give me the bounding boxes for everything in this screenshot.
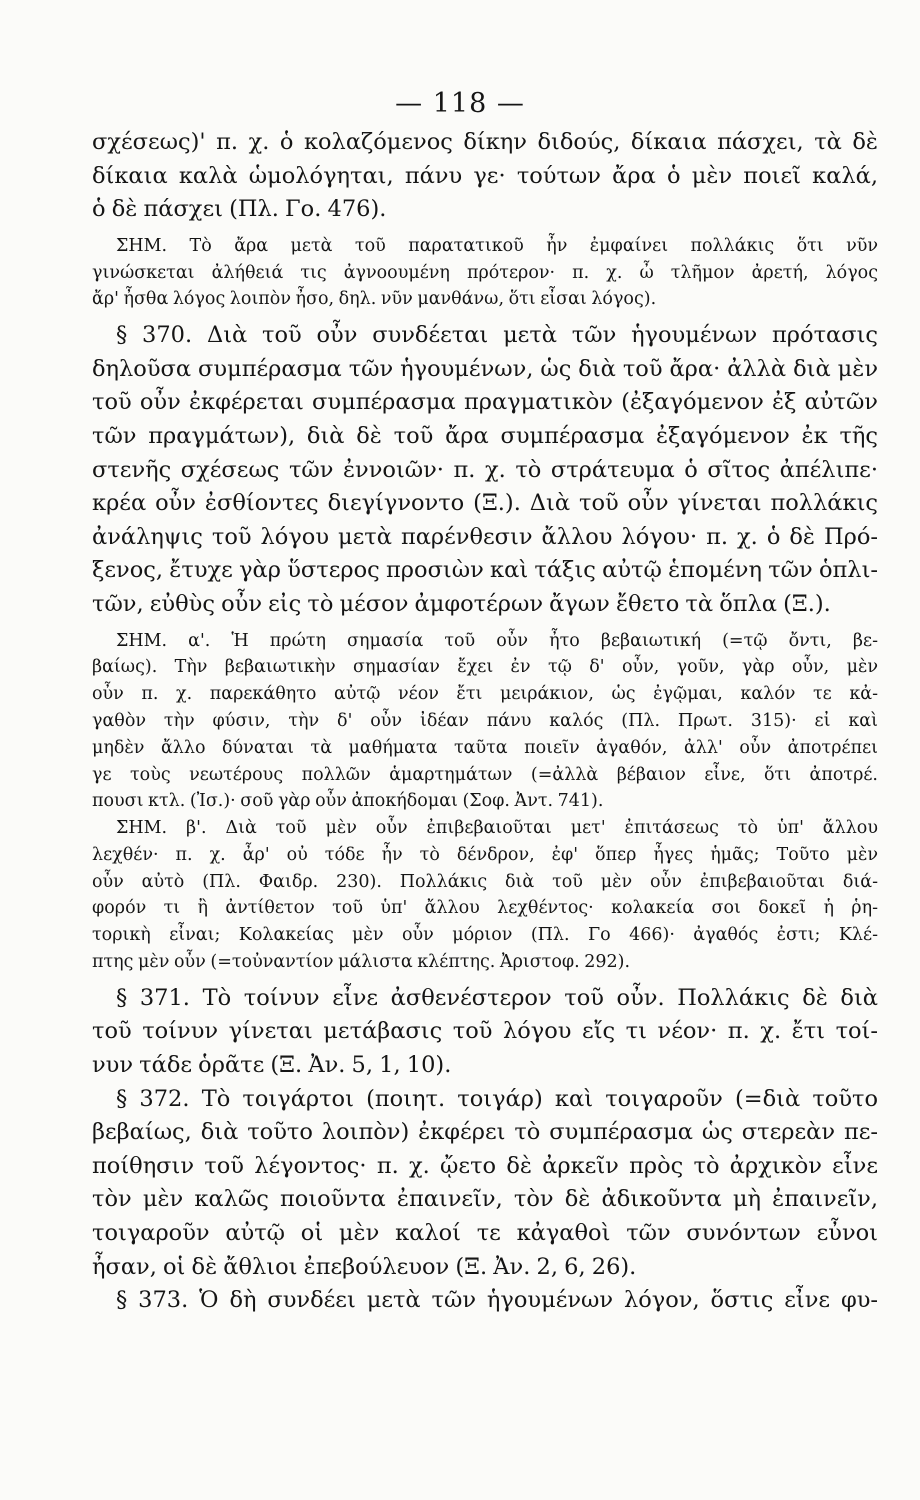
note-line: βαίως). Τὴν βεβαιωτικὴν σημασίαν ἔχει ἐν τῷ δ' οὖν, γοῦν, γὰρ οὖν, μὲν	[92, 657, 878, 678]
text-line: ἀνάληψις τοῦ λόγου μετὰ παρένθεσιν ἄλλου λόγου· π. χ. ὁ δὲ Πρό-	[92, 523, 878, 550]
text-line: ἦσαν, οἱ δὲ ἄθλιοι ἐπεβούλευον (Ξ. Ἀν. 2, 6, 26).	[92, 1253, 637, 1280]
text-line: δίκαια καλὰ ὡμολόγηται, πάνυ γε· τούτων ἄρα ὁ μὲν ποιεῖ καλά,	[92, 162, 878, 189]
text-line: τοῦ οὖν ἐκφέρεται συμπέρασμα πραγματικὸν (ἐξαγόμενον ἐξ αὐτῶν	[92, 389, 878, 416]
note-line: τορικὴ εἶναι; Κολακείας μὲν οὖν μόριον (Πλ. Γο 466)· ἀγαθός ἐστι; Κλέ-	[92, 925, 878, 946]
text-line: ξενος, ἔτυχε γὰρ ὕστερος προσιὼν καὶ τάξις αὐτῷ ἑπομένη τῶν ὁπλι-	[92, 557, 878, 584]
note-line: ΣΗΜ. α'. Ἡ πρώτη σημασία τοῦ οὖν ἦτο βεβαιωτική (=τῷ ὄντι, βε-	[116, 630, 878, 651]
text-line: νυν τάδε ὁρᾶτε (Ξ. Ἀν. 5, 1, 10).	[92, 1052, 452, 1079]
text-line: τῶν, εὐθὺς οὖν εἰς τὸ μέσον ἀμφοτέρων ἄγων ἔθετο τὰ ὅπλα (Ξ.).	[92, 590, 831, 617]
note-line: λεχθέν· π. χ. ἆρ' οὐ τόδε ἦν τὸ δένδρον, ἐφ' ὅπερ ἦγες ἡμᾶς; Τοῦτο μὲν	[92, 844, 878, 865]
text-line: σχέσεως)' π. χ. ὁ κολαζόμενος δίκην διδούς, δίκαια πάσχει, τὰ δὲ	[92, 129, 878, 155]
text-line: βεβαίως, διὰ τοῦτο λοιπὸν) ἐκφέρει τὸ συμπέρασμα ὡς στερεὰν πε-	[92, 1119, 878, 1146]
note-line: γαθὸν τὴν φύσιν, τὴν δ' οὖν ἰδέαν πάνυ καλός (Πλ. Πρωτ. 315)· εἰ καὶ	[92, 710, 878, 731]
text-line: στενῆς σχέσεως τῶν ἐννοιῶν· π. χ. τὸ στράτευμα ὁ σῖτος ἀπέλιπε·	[92, 456, 878, 483]
note-line: ΣΗΜ. Τὸ ἄρα μετὰ τοῦ παρατατικοῦ ἦν ἐμφαίνει πολλάκις ὅτι νῦν	[116, 235, 878, 256]
note-line: ΣΗΜ. β'. Διὰ τοῦ μὲν οὖν ἐπιβεβαιοῦται μετ' ἐπιτάσεως τὸ ὑπ' ἄλλου	[116, 818, 878, 839]
note-line: γε τοὺς νεωτέρους πολλῶν ἁμαρτημάτων (=ἀλλὰ βέβαιον εἶνε, ὅτι ἀποτρέ.	[92, 764, 878, 785]
section-373-line: § 373. Ὁ δὴ συνδέει μετὰ τῶν ἡγουμένων λόγον, ὅστις εἶνε φυ-	[116, 1287, 878, 1314]
text-line: τὸν μὲν καλῶς ποιοῦντα ἐπαινεῖν, τὸν δὲ ἀδικοῦντα μὴ ἐπαινεῖν,	[92, 1186, 878, 1213]
page-body	[92, 126, 878, 1318]
page-number: — 118 —	[395, 88, 525, 119]
section-372-line: § 372. Τὸ τοιγάρτοι (ποιητ. τοιγάρ) καὶ τοιγαροῦν (=διὰ τοῦτο	[116, 1085, 878, 1112]
text-line: τοιγαροῦν αὐτῷ οἱ μὲν καλοί τε κἀγαθοὶ τῶν συνόντων εὖνοι	[92, 1220, 878, 1247]
note-line: οὖν αὐτὸ (Πλ. Φαιδρ. 230). Πολλάκις διὰ τοῦ μὲν οὖν ἐπιβεβαιοῦται διά-	[92, 871, 878, 892]
text-line: δηλοῦσα συμπέρασμα τῶν ἡγουμένων, ὡς διὰ τοῦ ἄρα· ἀλλὰ διὰ μὲν	[92, 355, 878, 382]
note-line: πτης μὲν οὖν (=τοὐναντίον μάλιστα κλέπτης. Ἀριστοφ. 292).	[92, 952, 631, 973]
text-line: τῶν πραγμάτων), διὰ δὲ τοῦ ἄρα συμπέρασμα ἐξαγόμενον ἐκ τῆς	[92, 422, 878, 449]
text-line: ὁ δὲ πάσχει (Πλ. Γο. 476).	[92, 196, 387, 223]
text-line: κρέα οὖν ἐσθίοντες διεγίγνοντο (Ξ.). Διὰ τοῦ οὖν γίνεται πολλάκις	[92, 490, 878, 517]
note-line: ἄρ' ἦσθα λόγος λοιπὸν ἦσο, δηλ. νῦν μανθάνω, ὅτι εἶσαι λόγος).	[92, 289, 657, 310]
text-line: ποίθησιν τοῦ λέγοντος· π. χ. ᾤετο δὲ ἀρκεῖν πρὸς τὸ ἀρχικὸν εἶνε	[92, 1152, 878, 1179]
note-line: φορόν τι ἢ ἀντίθετον τοῦ ὑπ' ἄλλου λεχθέντος· κολακεία σοι δοκεῖ ἡ ῥη-	[92, 898, 878, 919]
note-line: μηδὲν ἄλλο δύναται τὰ μαθήματα ταῦτα ποιεῖν ἀγαθόν, ἀλλ' οὖν ἀποτρέπει	[92, 737, 878, 758]
note-line: γινώσκεται ἀλήθειά τις ἀγνοουμένη πρότερον· π. χ. ὦ τλῆμον ἀρετή, λόγος	[92, 262, 878, 283]
note-line: οὖν π. χ. παρεκάθητο αὐτῷ νέον ἔτι μειράκιον, ὡς ἐγῷμαι, καλόν τε κἀ-	[92, 684, 878, 705]
text-line: τοῦ τοίνυν γίνεται μετάβασις τοῦ λόγου εἴς τι νέον· π. χ. ἔτι τοί-	[92, 1018, 878, 1045]
note-line: πουσι κτλ. (Ἰσ.)· σοῦ γὰρ οὖν ἀποκήδομαι (Σοφ. Ἀντ. 741).	[92, 791, 604, 812]
section-370-line: § 370. Διὰ τοῦ οὖν συνδέεται μετὰ τῶν ἡγουμένων πρότασις	[116, 322, 878, 349]
section-371-line: § 371. Τὸ τοίνυν εἶνε ἀσθενέστερον τοῦ οὖν. Πολλάκις δὲ διὰ	[116, 984, 878, 1011]
